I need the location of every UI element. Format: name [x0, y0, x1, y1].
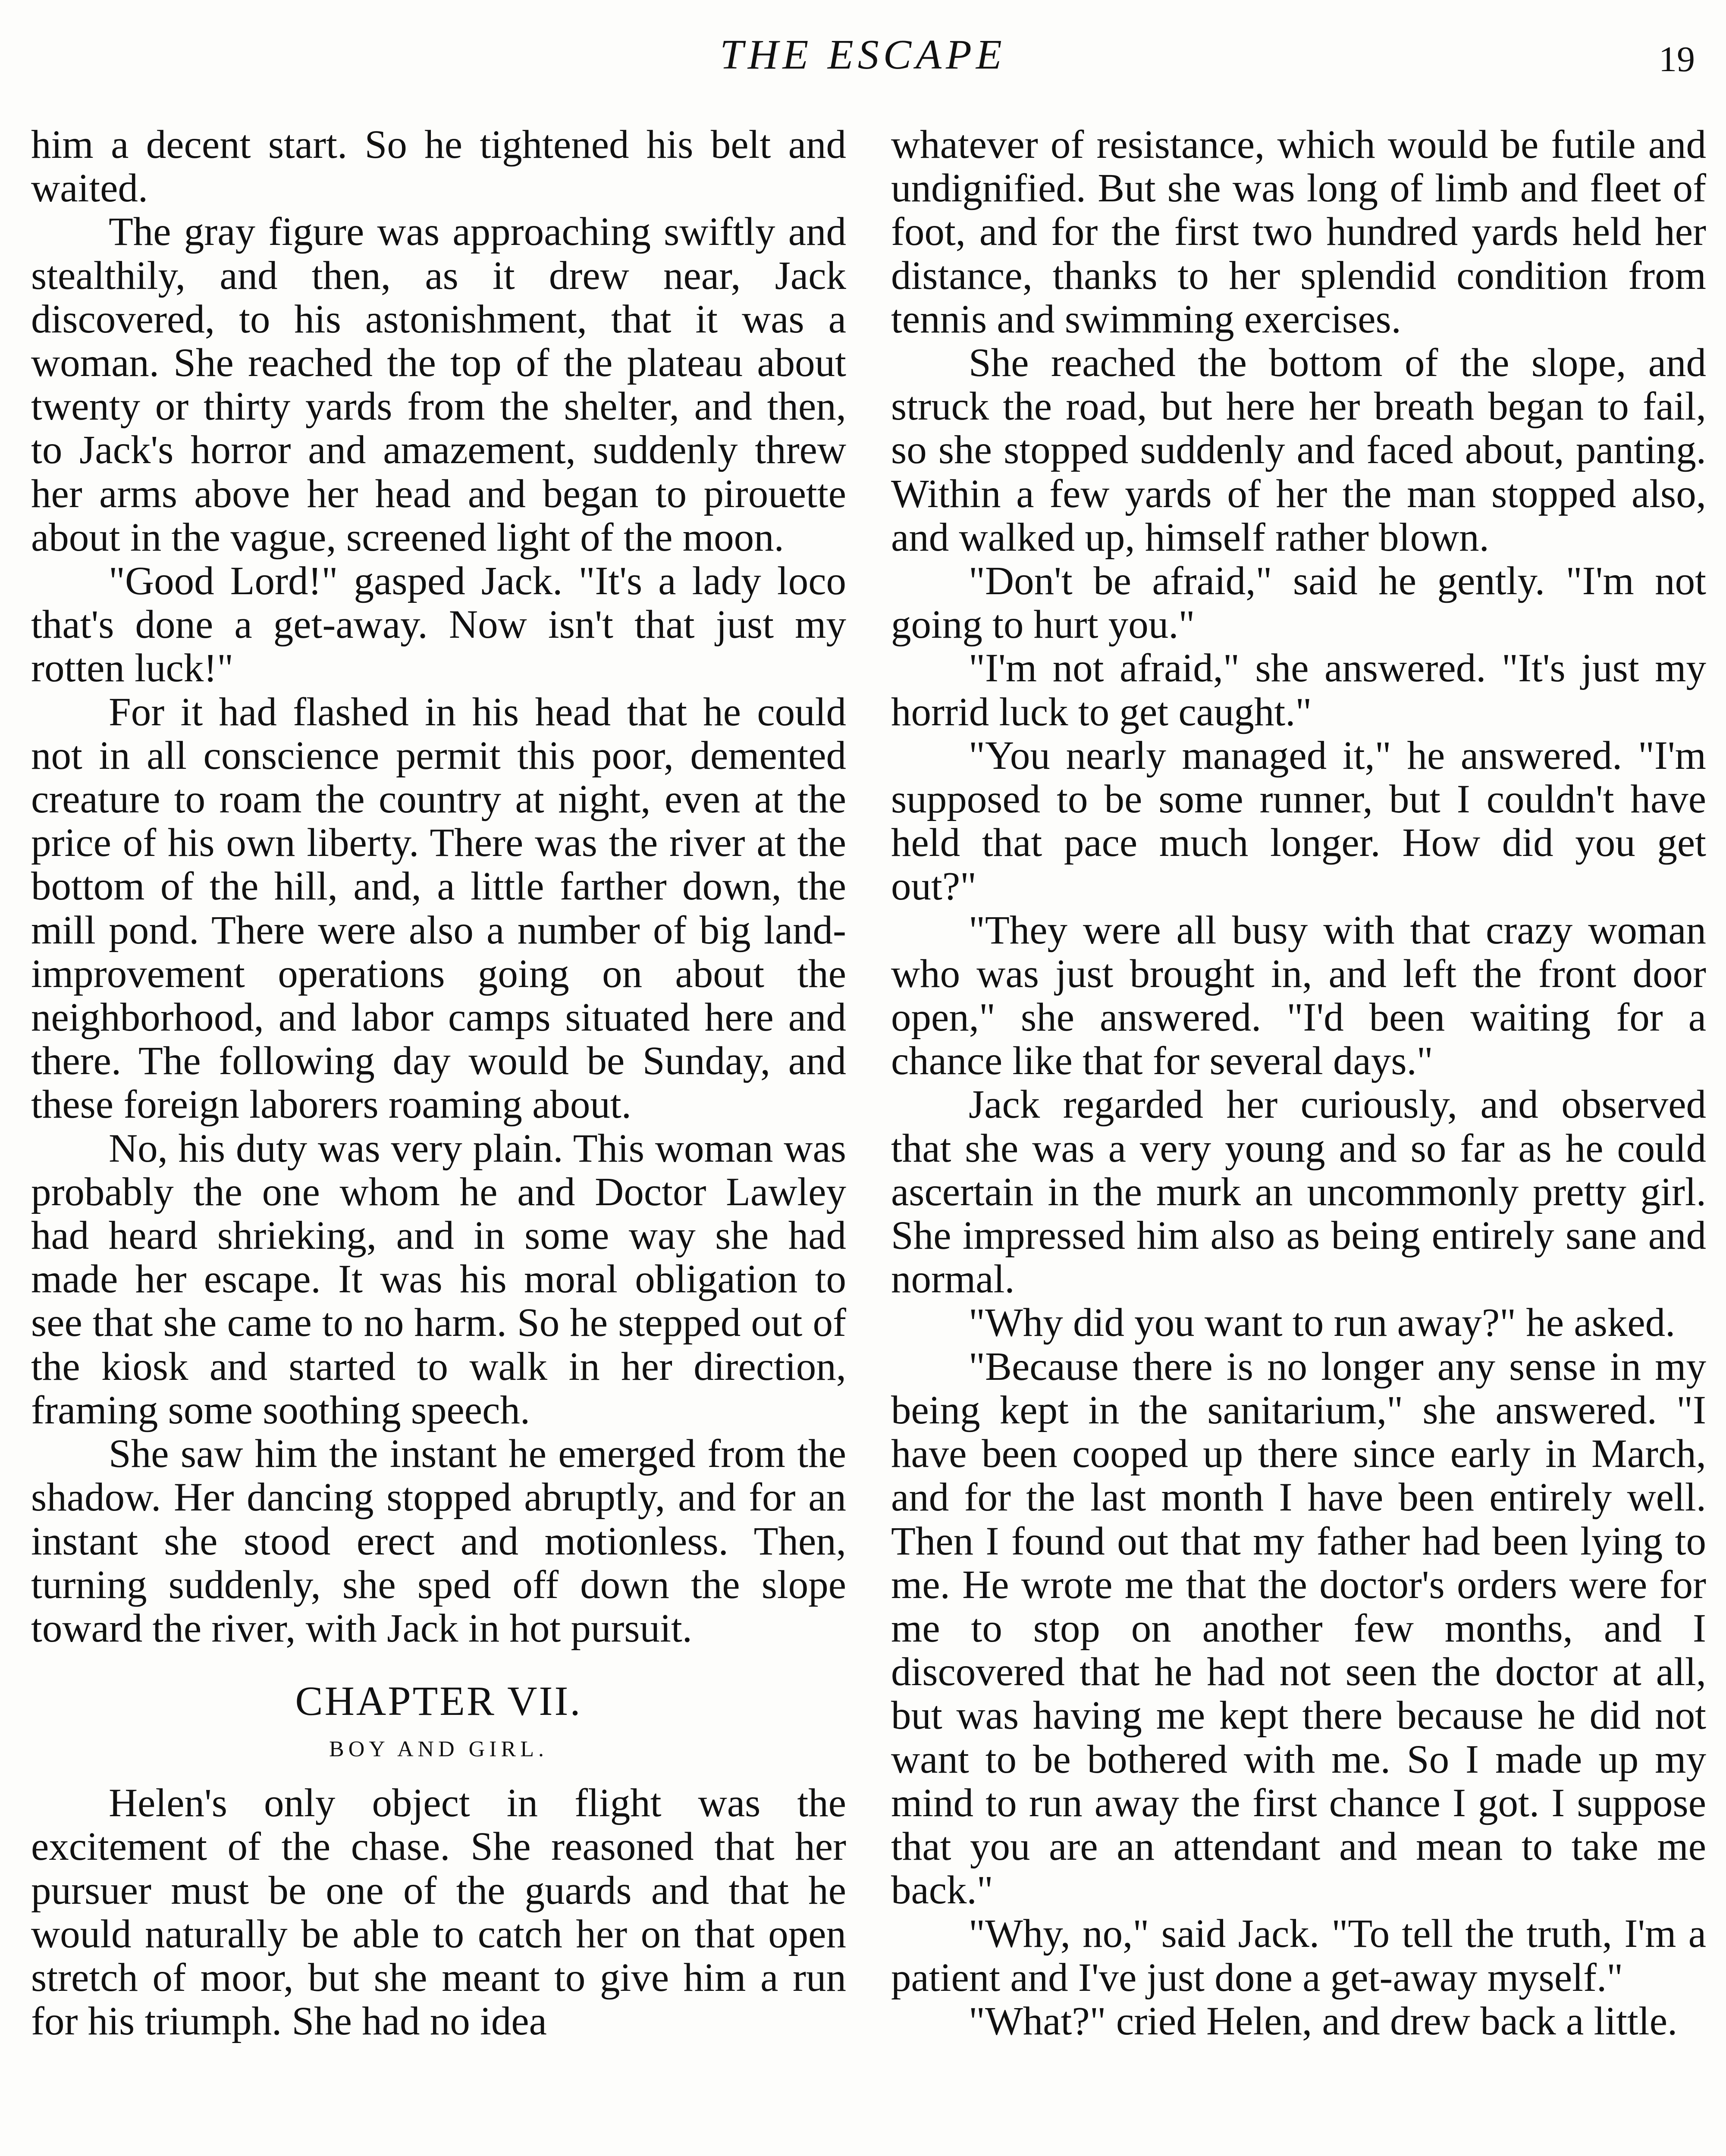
left-column	[31, 123, 846, 2043]
running-title: THE ESCAPE	[720, 31, 1006, 78]
paragraph: "I'm not afraid," she answered. "It's just my horrid luck to get caught."	[891, 646, 1706, 734]
paragraph: Helen's only object in flight was the excitement of the chase. She reasoned that her pursuer must be one of the guards and that he would naturally be able to catch her on that open stretch of moor, but she meant to give him a run for his triumph. She had no idea	[31, 1781, 846, 2044]
paragraph: "Because there is no longer any sense in my being kept in the sanitarium," she answered. "I have been cooped up there since early in March, and for the last month I have been entirely well. Then I found out that my father had been lying to me. He wrote me that the doctor's orders were for me to stop on another few months, and I discovered that he had not seen the doctor at all, but was having me kept there because he did not want to be bothered with me. So I made up my mind to run away the first chance I got. I suppose that you are an attendant and mean to take me back."	[891, 1344, 1706, 1913]
paragraph: "They were all busy with that crazy woman who was just brought in, and left the front door open," she answered. "I'd been waiting for a chance like that for several days."	[891, 908, 1706, 1084]
paragraph: The gray figure was approaching swiftly and stealthily, and then, as it drew near, Jack discovered, to his astonishment, that it was a woman. She reached the top of the plateau about twenty or thirty yards from the shelter, and then, to Jack's horror and amazement, suddenly threw her arms above her head and began to pirouette about in the vague, screened light of the moon.	[31, 210, 846, 560]
paragraph: She saw him the instant he emerged from the shadow. Her dancing stopped abruptly, and for an instant she stood erect and motionless. Then, turning suddenly, she sped off down the slope toward the river, with Jack in hot pursuit.	[31, 1432, 846, 1651]
chapter-subtitle: BOY AND GIRL.	[329, 1737, 548, 1762]
page-number: 19	[1659, 39, 1695, 79]
chapter-heading: CHAPTER VII.	[295, 1678, 582, 1724]
paragraph: "Don't be afraid," said he gently. "I'm not going to hurt you."	[891, 559, 1706, 647]
right-column	[891, 123, 1706, 2043]
paragraph: "Good Lord!" gasped Jack. "It's a lady loco that's done a get-away. Now isn't that just my rotten luck!"	[31, 559, 846, 691]
paragraph: No, his duty was very plain. This woman was probably the one whom he and Doctor Lawley had heard shrieking, and in some way she had made her escape. It was his moral obligation to see that she came to no harm. So he stepped out of the kiosk and started to walk in her direction, framing some soothing speech.	[31, 1126, 846, 1432]
paragraph: "Why did you want to run away?" he asked.	[969, 1300, 1676, 1345]
paragraph: Jack regarded her curiously, and observed that she was a very young and so far as he could ascertain in the murk an uncommonly pretty girl. She impressed him also as being entirely sane and normal.	[891, 1082, 1706, 1302]
paragraph: whatever of resistance, which would be futile and undignified. But she was long of limb and fleet of foot, and for the first two hundred yards held her distance, thanks to her splendid condition from tennis and swimming exercises.	[891, 122, 1706, 342]
paragraph: "What?" cried Helen, and drew back a little.	[969, 1999, 1678, 2043]
paragraph: She reached the bottom of the slope, and struck the road, but here her breath began to fail, so she stopped suddenly and faced about, panting. Within a few yards of her the man stopped also, and walked up, himself rather blown.	[891, 341, 1706, 560]
paragraph: him a decent start. So he tightened his belt and waited.	[31, 122, 846, 211]
paragraph: "Why, no," said Jack. "To tell the truth, I'm a patient and I've just done a get-away myself."	[891, 1912, 1706, 2000]
paragraph: "You nearly managed it," he answered. "I'm supposed to be some runner, but I couldn't have held that pace much longer. How did you get out?"	[891, 733, 1706, 909]
paragraph: For it had flashed in his head that he could not in all conscience permit this poor, demented creature to roam the country at night, even at the price of his own liberty. There was the river at the bottom of the hill, and, a little farther down, the mill pond. There were also a number of big land-improvement operations going on about the neighborhood, and labor camps situated here and there. The following day would be Sunday, and these foreign laborers roaming about.	[31, 689, 846, 1127]
